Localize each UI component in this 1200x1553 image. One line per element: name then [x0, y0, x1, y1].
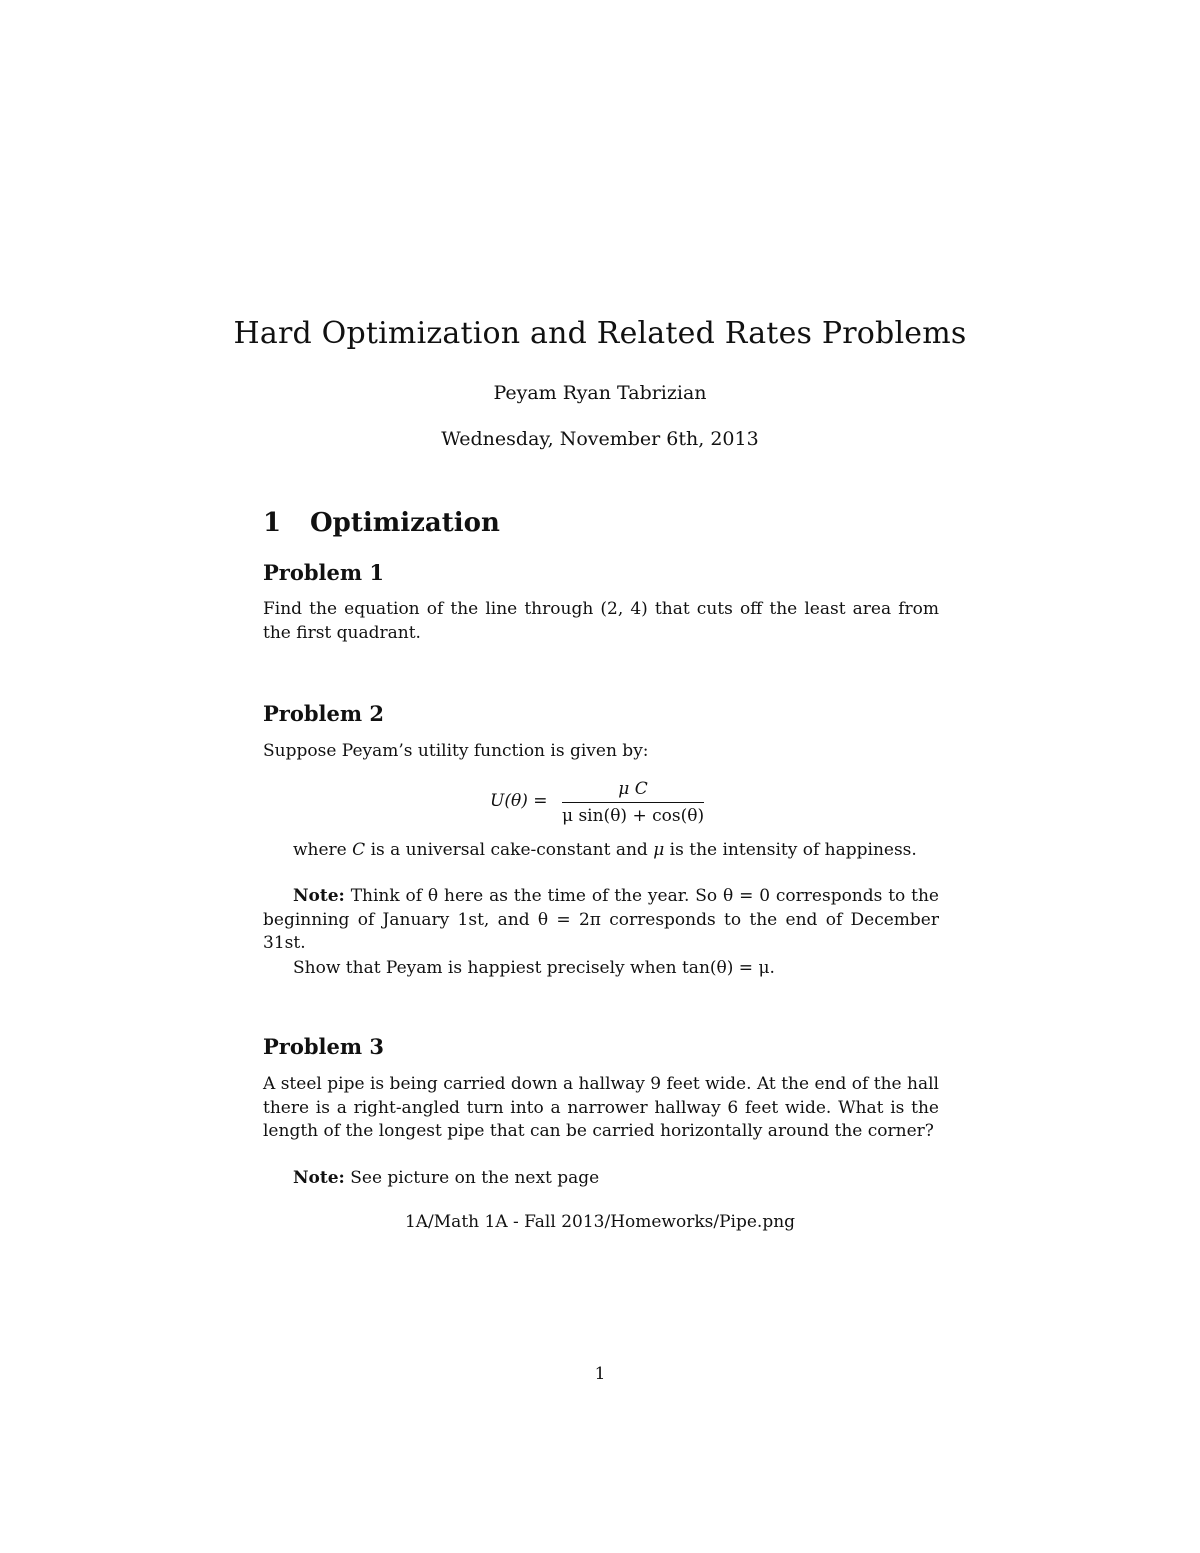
- cake-constant-symbol: C: [352, 840, 366, 860]
- problem-3-text: A steel pipe is being carried down a hallway 9 feet wide. At the end of the hall there is a right-angled turn into a narrower hallway 6 feet wide. What is the length of the longest pipe that can be carried horizontally around the corner?: [263, 1074, 939, 1141]
- equation-numerator: μ C: [618, 779, 648, 799]
- section-title: Optimization: [310, 508, 500, 538]
- problem-1-text: Find the equation of the line through (2, 4) that cuts off the least area from the first quadrant.: [263, 599, 939, 643]
- problem-2-intro: Suppose Peyam’s utility function is given by:: [263, 741, 649, 761]
- note-label: Note:: [293, 1168, 345, 1188]
- fraction-bar: [562, 802, 704, 803]
- section-heading: [263, 508, 500, 538]
- note-text: See picture on the next page: [344, 1168, 600, 1188]
- where-text-part: is a universal cake-constant and: [365, 840, 654, 860]
- page-number: 1: [594, 1364, 606, 1384]
- note-text: Think of θ here as the time of the year. So θ = 0 corresponds to the beginning of January 1st, and θ = 2π corresponds to the end of December 31st.: [263, 886, 939, 953]
- where-text-part: is the intensity of happiness.: [664, 840, 917, 860]
- problem-3-heading: Problem 3: [263, 1034, 385, 1059]
- problem-2-note: [263, 885, 939, 956]
- equation-fraction: [562, 778, 704, 826]
- equation-denominator: μ sin(θ) + cos(θ): [562, 806, 705, 826]
- problem-2-show: Show that Peyam is happiest precisely when tan(θ) = μ.: [293, 958, 775, 978]
- section-number: 1: [263, 508, 282, 538]
- document-title: Hard Optimization and Related Rates Problems: [233, 316, 967, 351]
- document-author: Peyam Ryan Tabrizian: [493, 382, 707, 404]
- note-label: Note:: [293, 886, 345, 906]
- problem-2-where-text: [263, 839, 939, 863]
- problem-2-heading: Problem 2: [263, 701, 385, 726]
- equation-lhs: U(θ) =: [490, 791, 548, 811]
- where-text-part: where: [293, 840, 353, 860]
- document-date: Wednesday, November 6th, 2013: [441, 428, 759, 450]
- problem-3-note: [263, 1167, 939, 1191]
- mu-symbol: μ: [653, 840, 665, 860]
- problem-1-heading: Problem 1: [263, 560, 385, 585]
- missing-image-path: 1A/Math 1A - Fall 2013/Homeworks/Pipe.png: [404, 1212, 796, 1232]
